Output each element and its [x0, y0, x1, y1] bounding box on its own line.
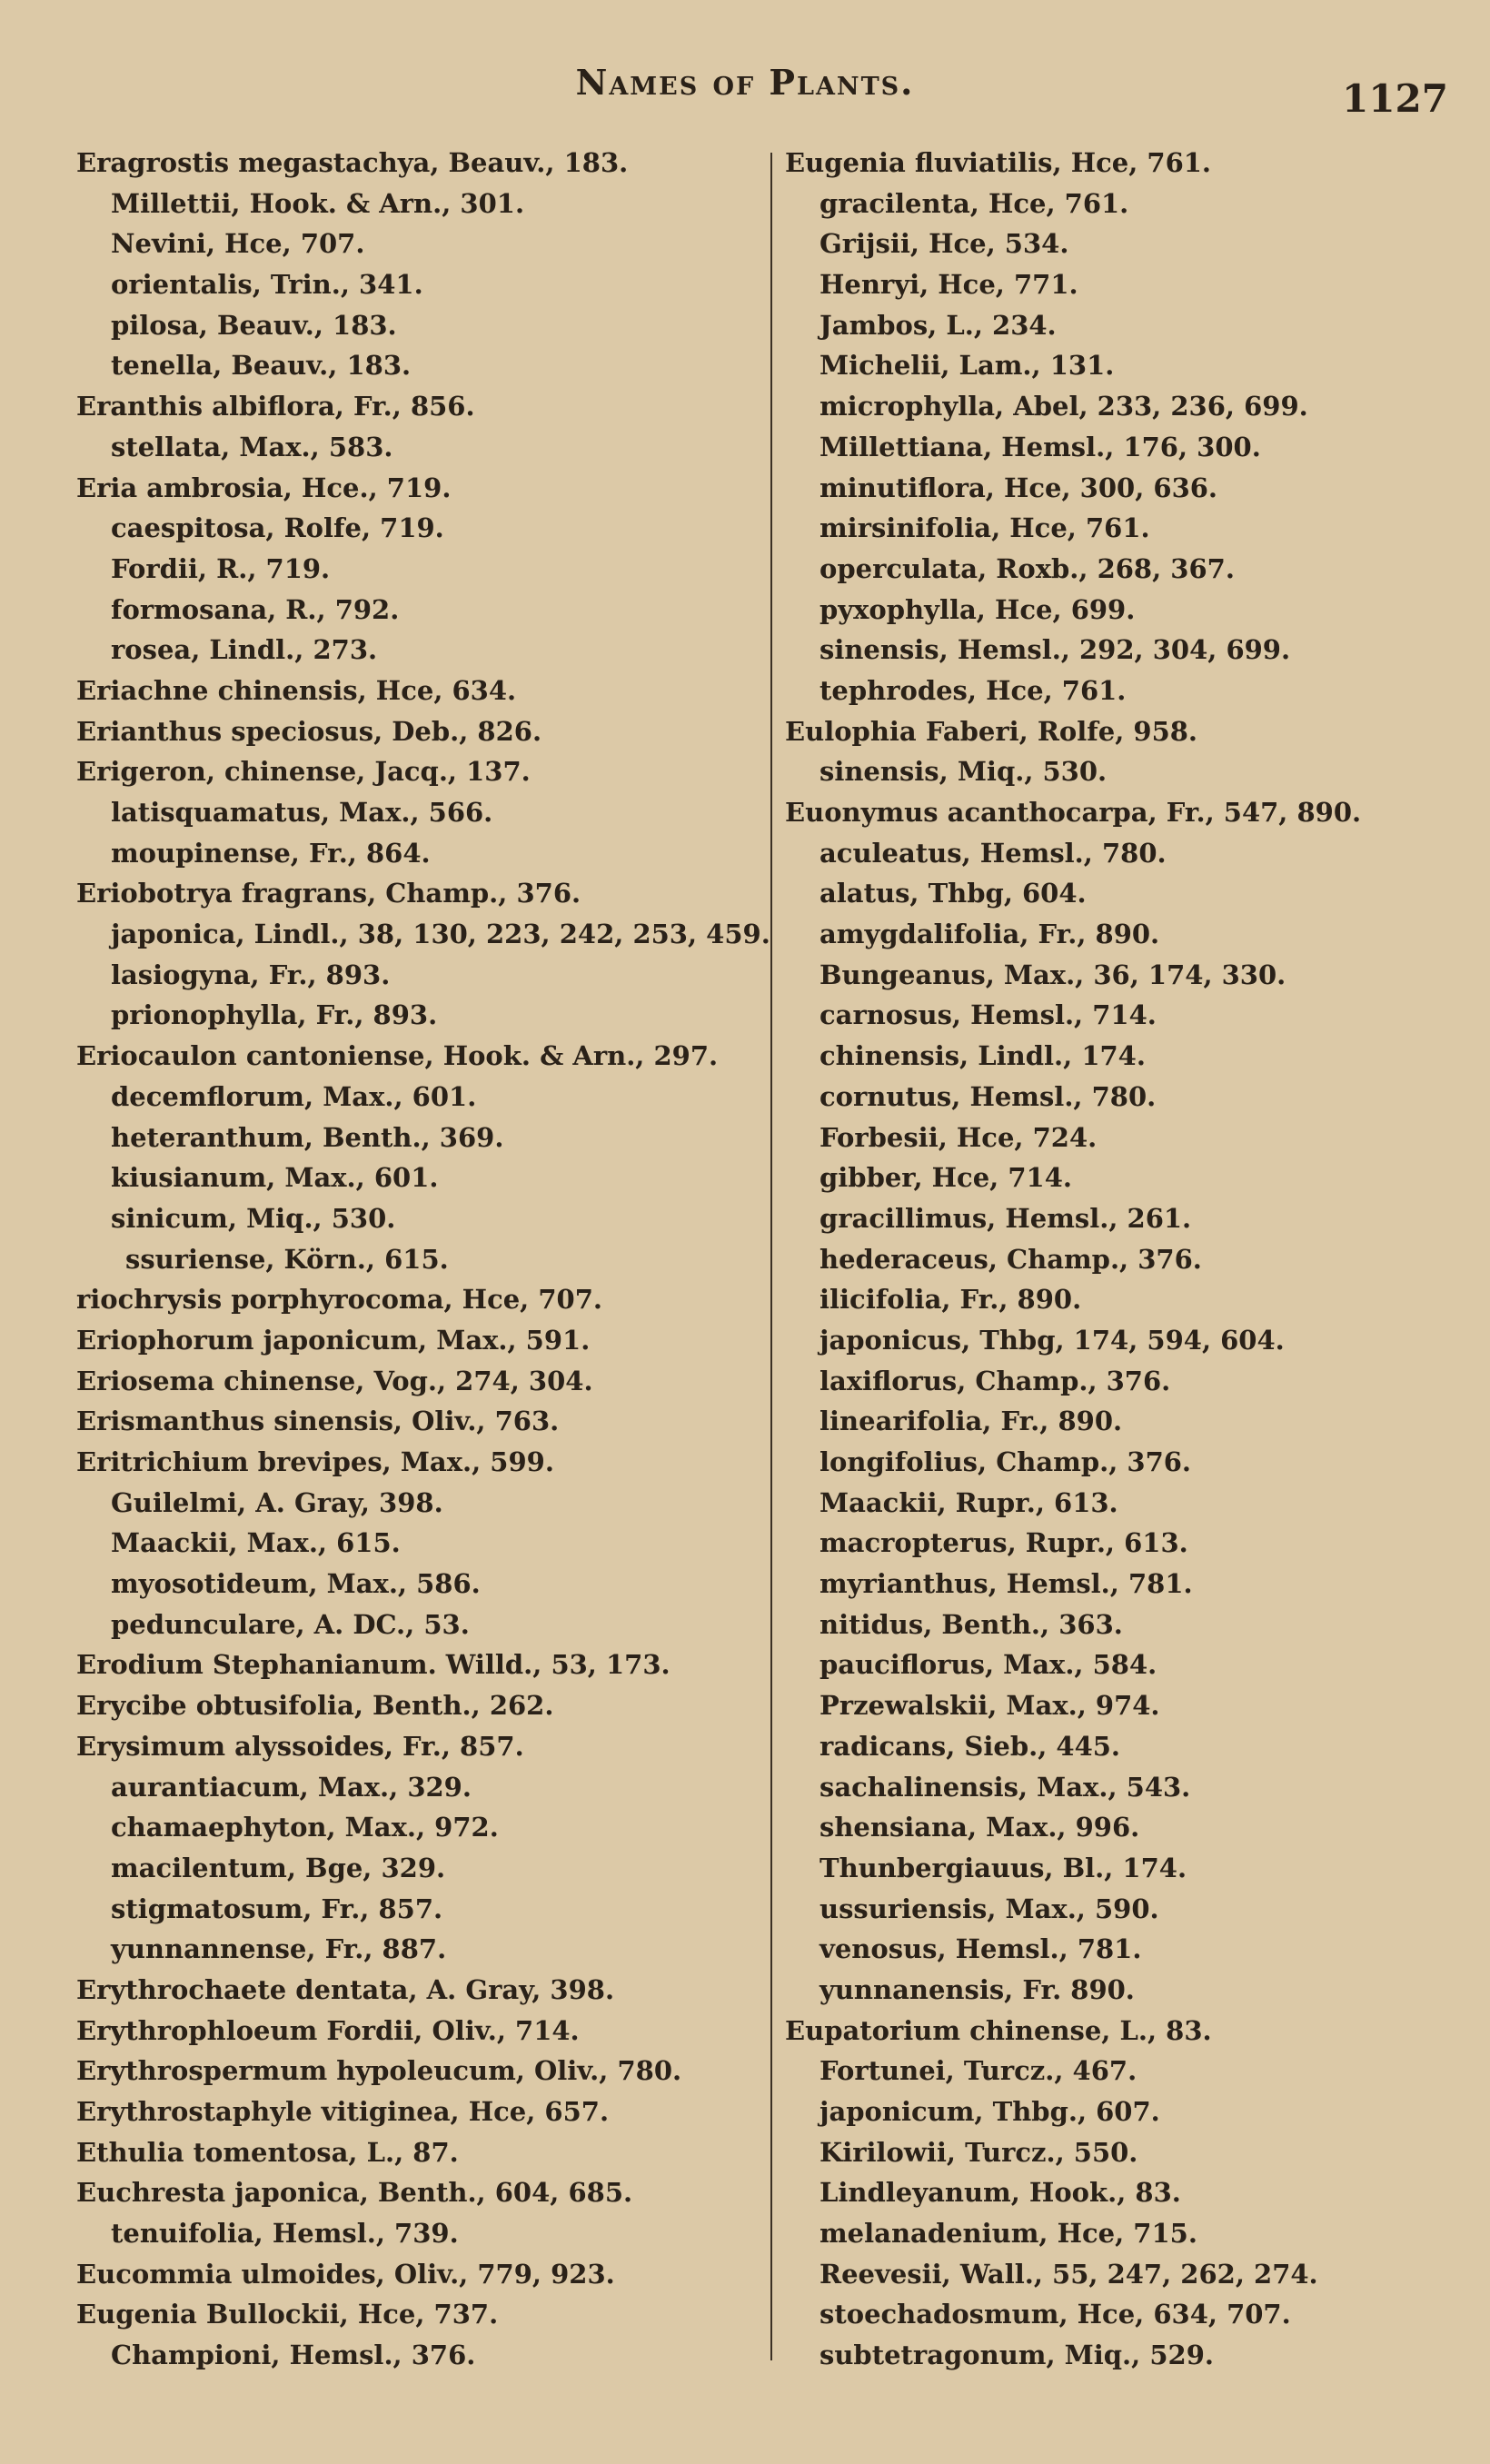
index-subentry: Millettiana, Hemsl., 176, 300. [820, 431, 1261, 462]
index-subentry: Kirilowii, Turcz., 550. [820, 2136, 1138, 2168]
index-subentry: Lindleyanum, Hook., 83. [820, 2177, 1181, 2209]
index-entry: Erythrostaphyle vitiginea, Hce, 657. [76, 2096, 610, 2127]
index-entry: Erythrospermum hypoleucum, Oliv., 780. [76, 2055, 682, 2087]
index-subentry: Przewalskii, Max., 974. [820, 1690, 1160, 1722]
page-header [0, 55, 1490, 127]
index-entry: Erythrochaete dentata, A. Gray, 398. [76, 1973, 615, 2005]
index-entry: Eriachne chinensis, Hce, 634. [76, 674, 517, 706]
index-subentry: myrianthus, Hemsl., 781. [820, 1568, 1193, 1600]
index-entry: Erianthus speciosus, Deb., 826. [76, 715, 542, 747]
index-subentry: Nevini, Hce, 707. [111, 228, 365, 260]
index-subentry: macropterus, Rupr., 613. [820, 1527, 1188, 1559]
right-column [785, 143, 1457, 2376]
index-entry: Eriophorum japonicum, Max., 591. [76, 1324, 591, 1356]
index-subentry: sachalinensis, Max., 543. [820, 1771, 1191, 1803]
index-subentry: aurantiacum, Max., 329. [111, 1771, 472, 1803]
index-subentry: longifolius, Champ., 376. [820, 1446, 1192, 1477]
index-entry: Eriosema chinense, Vog., 274, 304. [76, 1365, 593, 1396]
index-entry: Eulophia Faberi, Rolfe, 958. [785, 715, 1198, 747]
index-subentry: operculata, Roxb., 268, 367. [820, 552, 1235, 584]
index-entry: Erysimum alyssoides, Fr., 857. [76, 1730, 524, 1762]
index-subentry: pauciflorus, Max., 584. [820, 1649, 1157, 1681]
index-subentry: yunnannense, Fr., 887. [111, 1933, 447, 1965]
index-subentry: linearifolia, Fr., 890. [820, 1406, 1123, 1437]
index-entry: Ethulia tomentosa, L., 87. [76, 2136, 459, 2168]
index-subentry: Fortunei, Turcz., 467. [820, 2055, 1137, 2087]
index-subentry: stoechadosmum, Hce, 634, 707. [820, 2299, 1291, 2330]
index-entry: Erismanthus sinensis, Oliv., 763. [76, 1406, 560, 1437]
index-subentry: Forbesii, Hce, 724. [820, 1121, 1098, 1153]
index-subentry: Millettii, Hook. & Arn., 301. [111, 187, 525, 219]
index-subentry: moupinense, Fr., 864. [111, 837, 431, 869]
index-subentry: formosana, R., 792. [111, 593, 400, 625]
index-entry: Erycibe obtusifolia, Benth., 262. [76, 1690, 554, 1722]
index-entry: Eritrichium brevipes, Max., 599. [76, 1446, 554, 1477]
index-entry: riochrysis porphyrocoma, Hce, 707. [76, 1284, 603, 1316]
index-subentry: ussuriensis, Max., 590. [820, 1893, 1159, 1924]
index-subentry: venosus, Hemsl., 781. [820, 1933, 1142, 1965]
index-subentry: gracillimus, Hemsl., 261. [820, 1202, 1192, 1234]
index-entry: Eragrostis megastachya, Beauv., 183. [76, 147, 629, 178]
index-subentry: laxiflorus, Champ., 376. [820, 1365, 1171, 1396]
index-subentry: prionophylla, Fr., 893. [111, 999, 438, 1031]
index-subentry: hederaceus, Champ., 376. [820, 1243, 1202, 1275]
index-subentry: Bungeanus, Max., 36, 174, 330. [820, 959, 1286, 990]
index-subentry: gibber, Hce, 714. [820, 1162, 1072, 1194]
index-subentry: mirsinifolia, Hce, 761. [820, 512, 1150, 544]
index-subentry: melanadenium, Hce, 715. [820, 2218, 1197, 2250]
index-subentry: tenuifolia, Hemsl., 739. [111, 2218, 459, 2250]
index-subentry: heteranthum, Benth., 369. [111, 1121, 504, 1153]
index-subentry: Guilelmi, A. Gray, 398. [111, 1486, 443, 1518]
index-entry: Erigeron, chinense, Jacq., 137. [76, 756, 531, 788]
index-subentry: nitidus, Benth., 363. [820, 1608, 1123, 1640]
index-subentry: latisquamatus, Max., 566. [111, 797, 493, 828]
index-subentry: ilicifolia, Fr., 890. [820, 1284, 1082, 1316]
index-subentry: aculeatus, Hemsl., 780. [820, 837, 1167, 869]
index-subentry: Michelii, Lam., 131. [820, 350, 1115, 382]
index-subentry: japonica, Lindl., 38, 130, 223, 242, 253, 459. [111, 919, 770, 950]
index-entry: Eranthis albiflora, Fr., 856. [76, 391, 475, 422]
column-divider [770, 153, 772, 2360]
index-subentry: tenella, Beauv., 183. [111, 350, 412, 382]
index-subentry: tephrodes, Hce, 761. [820, 674, 1127, 706]
index-subentry: carnosus, Hemsl., 714. [820, 999, 1157, 1031]
index-subentry: pyxophylla, Hce, 699. [820, 593, 1136, 625]
index-subentry: Maackii, Max., 615. [111, 1527, 401, 1559]
index-subentry: sinicum, Miq., 530. [111, 1202, 396, 1234]
index-subentry: microphylla, Abel, 233, 236, 699. [820, 391, 1308, 422]
index-subentry: decemflorum, Max., 601. [111, 1080, 477, 1112]
index-subentry: lasiogyna, Fr., 893. [111, 959, 391, 990]
index-subentry: subtetragonum, Miq., 529. [820, 2340, 1214, 2371]
index-entry: Eugenia fluviatilis, Hce, 761. [785, 147, 1212, 178]
left-column [76, 143, 770, 2376]
index-entry: Euchresta japonica, Benth., 604, 685. [76, 2177, 633, 2209]
index-entry: Eucommia ulmoides, Oliv., 779, 923. [76, 2258, 615, 2290]
index-subentry: shensiana, Max., 996. [820, 1812, 1140, 1843]
index-subentry: Jambos, L., 234. [820, 309, 1057, 341]
index-subentry: pilosa, Beauv., 183. [111, 309, 397, 341]
index-subentry: sinensis, Hemsl., 292, 304, 699. [820, 634, 1291, 666]
index-entry: Euonymus acanthocarpa, Fr., 547, 890. [785, 797, 1362, 828]
index-subentry: Maackii, Rupr., 613. [820, 1486, 1118, 1518]
index-subentry: cornutus, Hemsl., 780. [820, 1080, 1157, 1112]
index-subentry: amygdalifolia, Fr., 890. [820, 919, 1160, 950]
index-subentry: yunnanensis, Fr. 890. [820, 1973, 1135, 2005]
index-subentry: orientalis, Trin., 341. [111, 269, 423, 301]
index-subentry: macilentum, Bge, 329. [111, 1852, 446, 1883]
index-subentry: Fordii, R., 719. [111, 552, 331, 584]
running-title: Names of Plants. [575, 62, 915, 103]
index-subentry: alatus, Thbg, 604. [820, 878, 1087, 909]
index-entry: Erythrophloeum Fordii, Oliv., 714. [76, 2014, 580, 2046]
index-subentry: gracilenta, Hce, 761. [820, 187, 1129, 219]
index-subentry: stigmatosum, Fr., 857. [111, 1893, 443, 1924]
index-entry: Eugenia Bullockii, Hce, 737. [76, 2299, 499, 2330]
index-subentry: minutiflora, Hce, 300, 636. [820, 472, 1218, 503]
index-entry: Eupatorium chinense, L., 83. [785, 2014, 1212, 2046]
index-subentry: Reevesii, Wall., 55, 247, 262, 274. [820, 2258, 1318, 2290]
index-subentry: ssuriense, Körn., 615. [125, 1243, 449, 1275]
index-entry: Eria ambrosia, Hce., 719. [76, 472, 452, 503]
index-subentry: pedunculare, A. DC., 53. [111, 1608, 470, 1640]
index-entry: Eriocaulon cantoniense, Hook. & Arn., 297. [76, 1040, 719, 1072]
index-subentry: Grijsii, Hce, 534. [820, 228, 1069, 260]
index-subentry: Thunbergiauus, Bl., 174. [820, 1852, 1187, 1883]
index-subentry: chinensis, Lindl., 174. [820, 1040, 1146, 1072]
index-subentry: Henryi, Hce, 771. [820, 269, 1078, 301]
page-number: 1127 [1342, 76, 1448, 121]
index-subentry: caespitosa, Rolfe, 719. [111, 512, 444, 544]
index-subentry: Championi, Hemsl., 376. [111, 2340, 476, 2371]
index-subentry: stellata, Max., 583. [111, 431, 393, 462]
index-subentry: myosotideum, Max., 586. [111, 1568, 481, 1600]
index-entry: Eriobotrya fragrans, Champ., 376. [76, 878, 581, 909]
index-subentry: japonicum, Thbg., 607. [820, 2096, 1160, 2127]
index-subentry: radicans, Sieb., 445. [820, 1730, 1121, 1762]
index-subentry: sinensis, Miq., 530. [820, 756, 1108, 788]
index-subentry: japonicus, Thbg, 174, 594, 604. [820, 1324, 1285, 1356]
index-subentry: rosea, Lindl., 273. [111, 634, 378, 666]
index-entry: Erodium Stephanianum. Willd., 53, 173. [76, 1649, 670, 1681]
index-subentry: chamaephyton, Max., 972. [111, 1812, 499, 1843]
index-subentry: kiusianum, Max., 601. [111, 1162, 439, 1194]
